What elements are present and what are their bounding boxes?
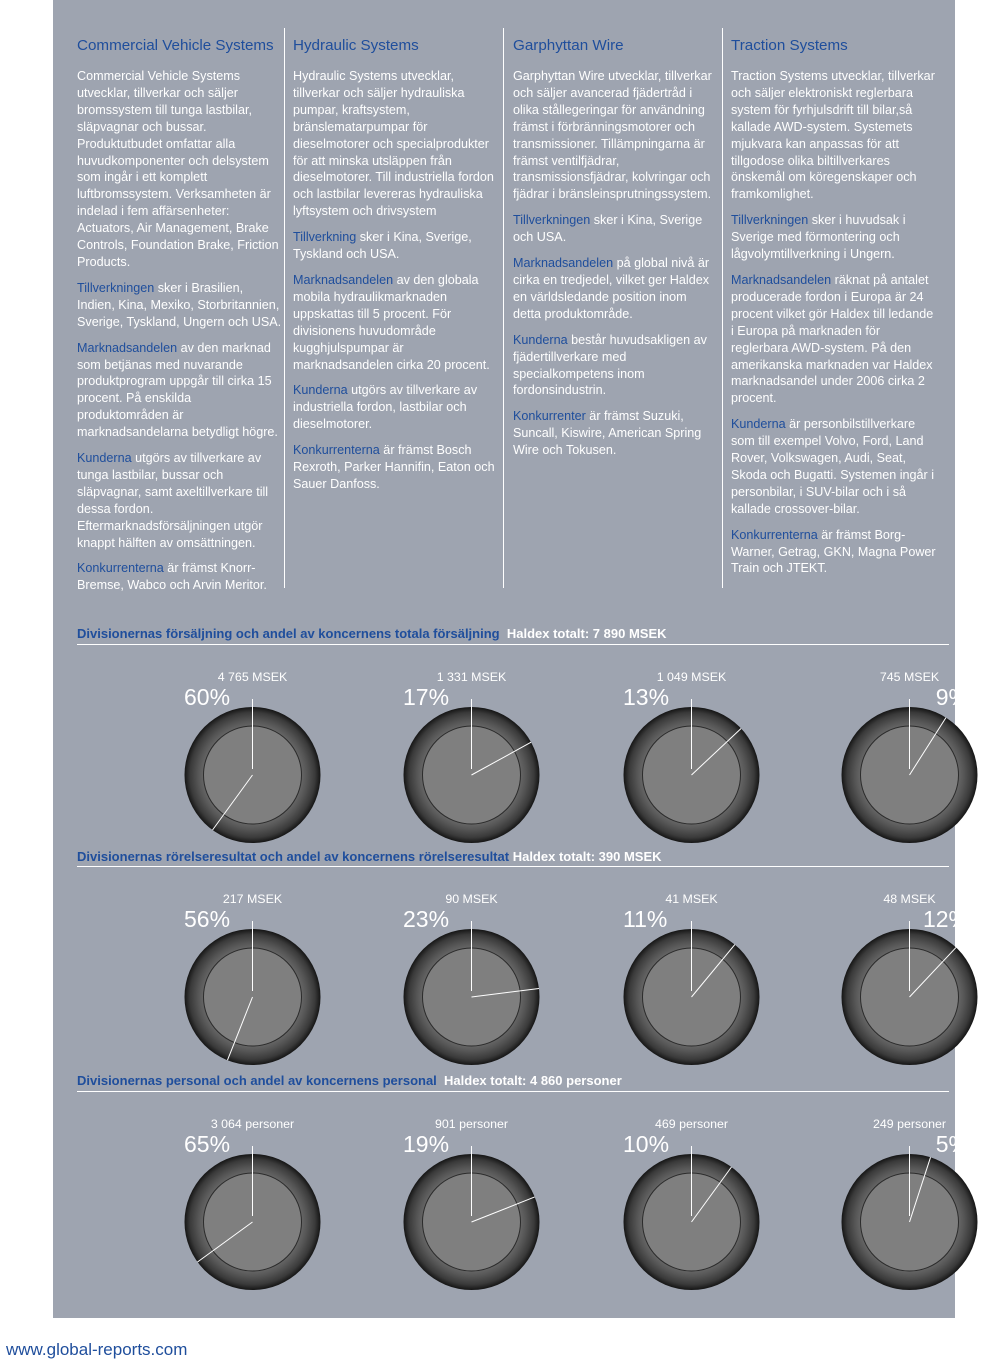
column-divider (722, 28, 723, 588)
keyword: Marknadsandelen (731, 272, 832, 287)
paragraph-text: sker i Kina, Sverige, Tyskland och USA. (293, 230, 472, 262)
division-value: 249 personer (872, 1117, 947, 1131)
division-value: 469 personer (654, 1117, 729, 1131)
section-heading: Divisionernas personal och andel av koncernens personal (77, 1073, 437, 1088)
column-body (77, 68, 282, 594)
section-title-operating-result (77, 849, 662, 864)
column-body (293, 68, 498, 493)
paragraph-text: Garphyttan Wire utvecklar, tillverkar och säljer avancerad fjädertråd i olika stållegeringar för användning främst i förbränningsmotorer och transmissioner. Tillämpningarna är främst ventilfjädrar, transmissionsfjädrar, kolvringar och fjädrar i bränsleinsprutningssystem. (513, 69, 712, 202)
share-ring (822, 1117, 997, 1292)
division-percent: 11% (623, 906, 668, 932)
column-garphyttan-wire (513, 36, 718, 468)
division-share-item (822, 892, 997, 1067)
column-title: Traction Systems (731, 37, 848, 54)
column-paragraph (513, 255, 718, 323)
paragraph-text: sker i huvudsak i Sverige med förmontering och lågvolymtillverkning i Ungern. (731, 213, 906, 262)
paragraph-text: Commercial Vehicle Systems utvecklar, tillverkar och säljer bromssystem till tunga lastbilar, släpvagnar och bussar. Produktutbudet omfattar alla huvudkomponenter och delsystem som ingår i ett komplett luftbromssystem. Verksamheten är indelad i fem affärsenheter: Actuators, Air Management, Brake Controls, Foundation Brake, Friction Products. (77, 69, 279, 269)
division-share-item (604, 670, 779, 845)
keyword: Kunderna (513, 332, 568, 347)
division-value: 90 MSEK (445, 892, 498, 906)
division-share-item (822, 670, 997, 845)
section-heading: Divisionernas rörelseresultat och andel av koncernens rörelseresultat (77, 849, 510, 864)
division-value: 1 331 MSEK (436, 670, 507, 684)
division-value: 3 064 personer (210, 1117, 295, 1131)
paragraph-text: sker i Kina, Sverige och USA. (513, 213, 703, 245)
section-heading: Divisionernas försäljning och andel av koncernens totala försäljning (77, 626, 500, 641)
column-paragraph (293, 68, 498, 220)
column-title: Garphyttan Wire (513, 37, 624, 54)
keyword: Tillverkningen (731, 213, 809, 228)
paragraph-text: på global nivå är cirka en tredjedel, vilket ger Haldex en världsledande position inom detta produktområde. (513, 256, 710, 321)
column-paragraph (77, 68, 282, 271)
keyword: Marknadsandelen (77, 340, 178, 355)
column-paragraph (513, 408, 718, 459)
column-divider (503, 28, 504, 588)
keyword: Kunderna (77, 451, 132, 466)
section-total: Haldex totalt: 7 890 MSEK (506, 626, 667, 641)
keyword: Marknadsandelen (513, 256, 614, 271)
division-percent: 17% (403, 684, 450, 710)
column-paragraph (513, 332, 718, 400)
division-share-item (384, 670, 559, 845)
column-paragraph (293, 229, 498, 263)
column-body (731, 68, 936, 577)
paragraph-text: Traction Systems utvecklar, tillverkar och säljer elektroniskt reglerbara system för fyrhjulsdrift till bilar,så kallade AWD-system. Systemets mjukvara kan anpassas för att tillgodose olika biltillverkares önskemål om köregenskaper och framkomlighet. (731, 69, 935, 202)
division-share-item (604, 1117, 779, 1292)
division-share-item (384, 892, 559, 1067)
division-share-item (384, 1117, 559, 1292)
paragraph-text: utgörs av tillverkare av industriella fordon, lastbilar och dieselmotorer. (293, 383, 478, 432)
column-traction-systems (731, 36, 936, 586)
keyword: Marknadsandelen (293, 272, 394, 287)
paragraph-text: räknat på antalet producerade fordon i Europa är 24 procent vilket gör Haldex till ledande i Europa på marknaden för reglerbara AWD-system. På den amerikanska marknaden var Haldex marknadsandel under 2006 cirka 2 procent. (731, 272, 934, 406)
division-percent: 12% (922, 906, 969, 932)
section-title-personnel (77, 1073, 622, 1088)
division-value: 745 MSEK (879, 670, 940, 684)
division-value: 4 765 MSEK (217, 670, 288, 684)
division-share-item (165, 892, 340, 1067)
division-share-item (165, 1117, 340, 1292)
column-divider (284, 28, 285, 588)
column-paragraph (293, 382, 498, 433)
division-share-item (604, 892, 779, 1067)
keyword: Konkurrenter (513, 409, 586, 424)
paragraph-text: sker i Brasilien, Indien, Kina, Mexiko, Storbritannien, Sverige, Tyskland, Ungern och USA. (77, 280, 282, 329)
keyword: Tillverkningen (77, 280, 155, 295)
column-paragraph (731, 272, 936, 407)
paragraph-text: är personbilstillverkare som till exempel Volvo, Ford, Land Rover, Volkswagen, Audi, Seat, Skoda och Bugatti. Systemen ingår i personbilar, i SUV-bilar och i så kallade crossover-bilar. (731, 417, 935, 516)
keyword: Konkurrenterna (293, 443, 380, 458)
division-share-item (822, 1117, 997, 1292)
paragraph-text: är främst Suzuki, Suncall, Kiswire, American Spring Wire och Tokusen. (513, 409, 702, 458)
paragraph-text: av den marknad som betjänas med nuvarande produktprogram uppgår till cirka 15 procent. På enskilda produktområden är marknadsandelarna betydligt högre. (77, 340, 278, 440)
keyword: Tillverkningen (513, 213, 591, 228)
paragraph-text: av den globala mobila hydraulikmarknaden uppskattas till 5 procent. För divisionens huvudområde kugghjulspumpar är marknadsandelen cirka 20 procent. (293, 272, 490, 372)
paragraph-text: består huvudsakligen av fjädertillverkare med specialkompetens inom fordonsindustrin. (513, 332, 707, 398)
division-value: 41 MSEK (665, 892, 718, 906)
paragraph-text: Hydraulic Systems utvecklar, tillverkar och säljer hydrauliska pumpar, kraftsystem, bränslematarpumpar för dieselmotorer och specialprodukter för att minska utsläppen från dieselmotorer. Till industriella fordon och lastbilar levereras hydrauliska lyftsystem och drivsystem (293, 69, 494, 219)
column-paragraph (77, 450, 282, 551)
column-hydraulic-systems (293, 36, 498, 502)
column-commercial-vehicle-systems (77, 36, 282, 603)
division-percent: 13% (623, 684, 670, 710)
section-rule (77, 644, 949, 645)
column-paragraph (293, 272, 498, 373)
column-paragraph (77, 560, 282, 594)
division-share-item (165, 670, 340, 845)
keyword: Konkurrenterna (731, 527, 818, 542)
division-percent: 65% (184, 1131, 231, 1157)
keyword: Kunderna (731, 417, 786, 432)
footer-link[interactable]: www.global-reports.com (6, 1340, 188, 1359)
division-percent: 19% (403, 1131, 450, 1157)
division-percent: 10% (623, 1131, 670, 1157)
column-paragraph (77, 340, 282, 441)
column-paragraph (731, 68, 936, 203)
share-ring (822, 892, 997, 1067)
keyword: Kunderna (293, 383, 348, 398)
column-title: Hydraulic Systems (293, 37, 419, 54)
keyword: Konkurrenterna (77, 561, 164, 576)
column-paragraph (731, 527, 936, 578)
column-body (513, 68, 718, 459)
paragraph-text: är främst Borg-Warner, Getrag, GKN, Magna Power Train och JTEKT. (731, 527, 936, 576)
division-percent: 60% (184, 684, 231, 710)
column-paragraph (77, 280, 282, 331)
share-ring (822, 670, 997, 845)
division-value: 901 personer (434, 1117, 509, 1131)
paragraph-text: utgörs av tillverkare av tunga lastbilar, bussar och släpvagnar, samt axeltillverkare till dessa fordon. Eftermarknadsförsäljningen utgör knappt hälften av omsättningen. (77, 451, 269, 550)
division-percent: 9% (935, 684, 969, 710)
column-paragraph (513, 212, 718, 246)
column-paragraph (731, 212, 936, 263)
section-title-sales (77, 626, 667, 641)
division-value: 48 MSEK (883, 892, 936, 906)
section-total: Haldex totalt: 4 860 personer (444, 1073, 622, 1088)
paragraph-text: är främst Bosch Rexroth, Parker Hannifin, Eaton och Sauer Danfoss. (293, 443, 495, 491)
column-paragraph (293, 442, 498, 493)
column-paragraph (513, 68, 718, 203)
division-percent: 23% (403, 906, 450, 932)
section-rule (77, 1091, 949, 1092)
column-title: Commercial Vehicle Systems (77, 37, 274, 54)
section-rule (77, 866, 949, 867)
division-percent: 56% (184, 906, 231, 932)
division-value: 217 MSEK (222, 892, 283, 906)
paragraph-text: är främst Knorr-Bremse, Wabco och Arvin Meritor. (77, 561, 267, 593)
division-percent: 5% (935, 1131, 969, 1157)
column-paragraph (731, 416, 936, 517)
division-value: 1 049 MSEK (656, 670, 727, 684)
section-total: Haldex totalt: 390 MSEK (512, 849, 662, 864)
keyword: Tillverkning (293, 230, 357, 245)
